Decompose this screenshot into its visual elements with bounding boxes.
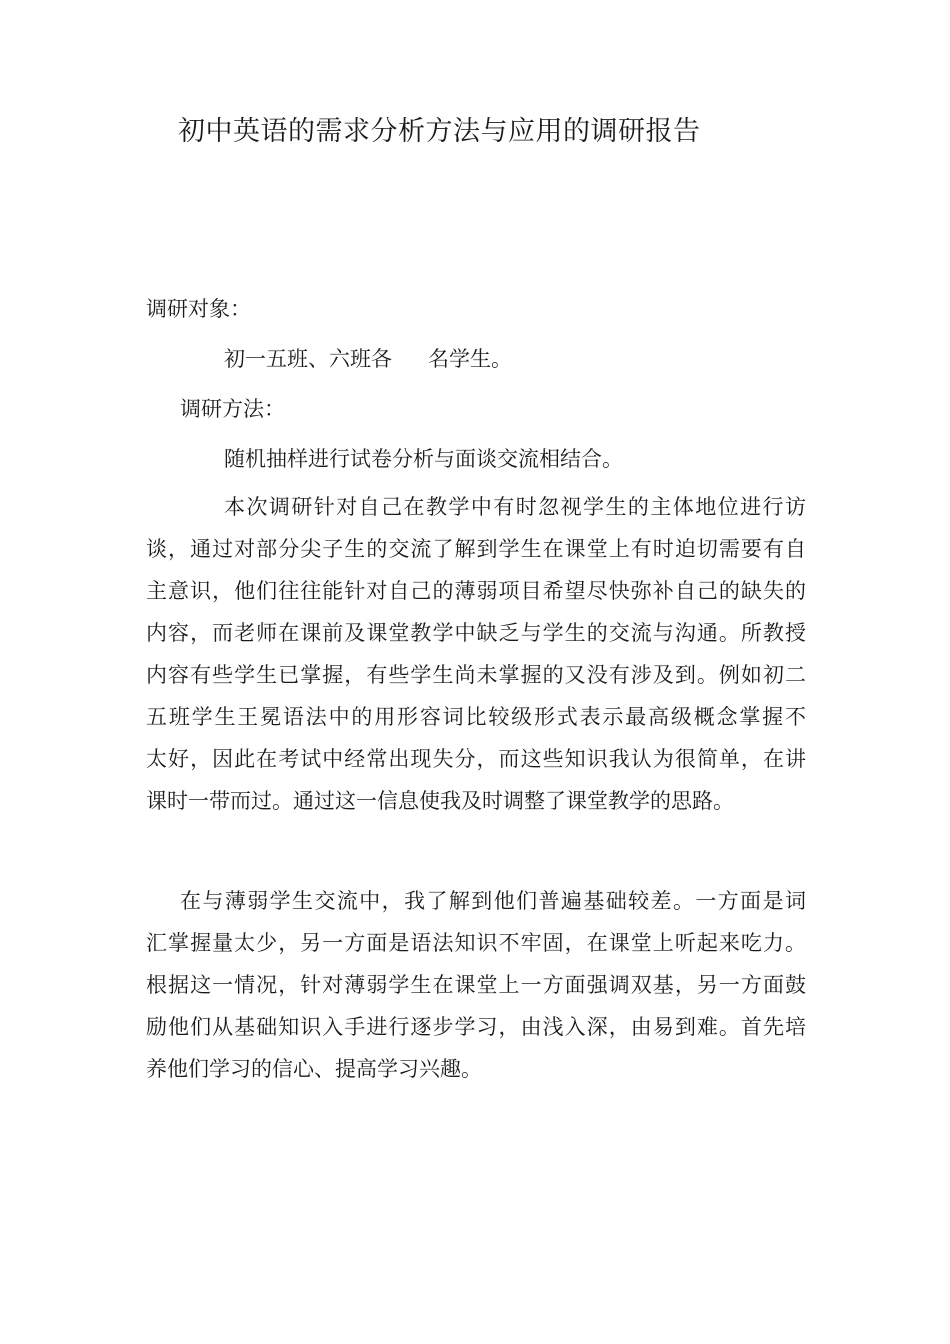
method-text: 随机抽样进行试卷分析与面谈交流相结合。 [224,447,623,471]
paragraph-line: 内容，而老师在课前及课堂教学中缺乏与学生的交流与沟通。所教授 [146,621,806,645]
paragraph-1 [146,486,806,822]
paragraph-line: 课时一带而过。通过这一信息使我及时调整了课堂教学的思路。 [146,789,734,813]
paragraph-line: 谈，通过对部分尖子生的交流了解到学生在课堂上有时迫切需要有自 [146,537,806,561]
method-label: 调研方法： [180,397,285,421]
subject-text-part2: 名学生。 [428,347,512,371]
subject-label: 调研对象： [146,297,251,321]
paragraph-line: 五班学生王冕语法中的用形容词比较级形式表示最高级概念掌握不 [146,705,806,729]
paragraph-line: 内容有些学生已掌握，有些学生尚未掌握的又没有涉及到。例如初二 [146,663,806,687]
paragraph-line: 在与薄弱学生交流中，我了解到他们普遍基础较差。一方面是词 [180,889,806,913]
paragraph-line: 主意识，他们往往能针对自己的薄弱项目希望尽快弥补自己的缺失的 [146,579,806,603]
paragraph-line: 根据这一情况，针对薄弱学生在课堂上一方面强调双基，另一方面鼓 [146,973,806,997]
paragraph-2 [146,880,806,1090]
paragraph-line: 太好，因此在考试中经常出现失分，而这些知识我认为很简单，在讲 [146,747,806,771]
document-title: 初中英语的需求分析方法与应用的调研报告 [178,116,701,147]
subject-text [224,344,512,374]
paragraph-line: 励他们从基础知识入手进行逐步学习，由浅入深，由易到难。首先培 [146,1015,806,1039]
paragraph-line: 汇掌握量太少，另一方面是语法知识不牢固，在课堂上听起来吃力。 [146,931,806,955]
paragraph-line: 养他们学习的信心、提高学习兴趣。 [146,1057,482,1081]
subject-text-part1: 初一五班、六班各 [224,347,392,371]
paragraph-line: 本次调研针对自己在教学中有时忽视学生的主体地位进行访 [224,495,806,519]
